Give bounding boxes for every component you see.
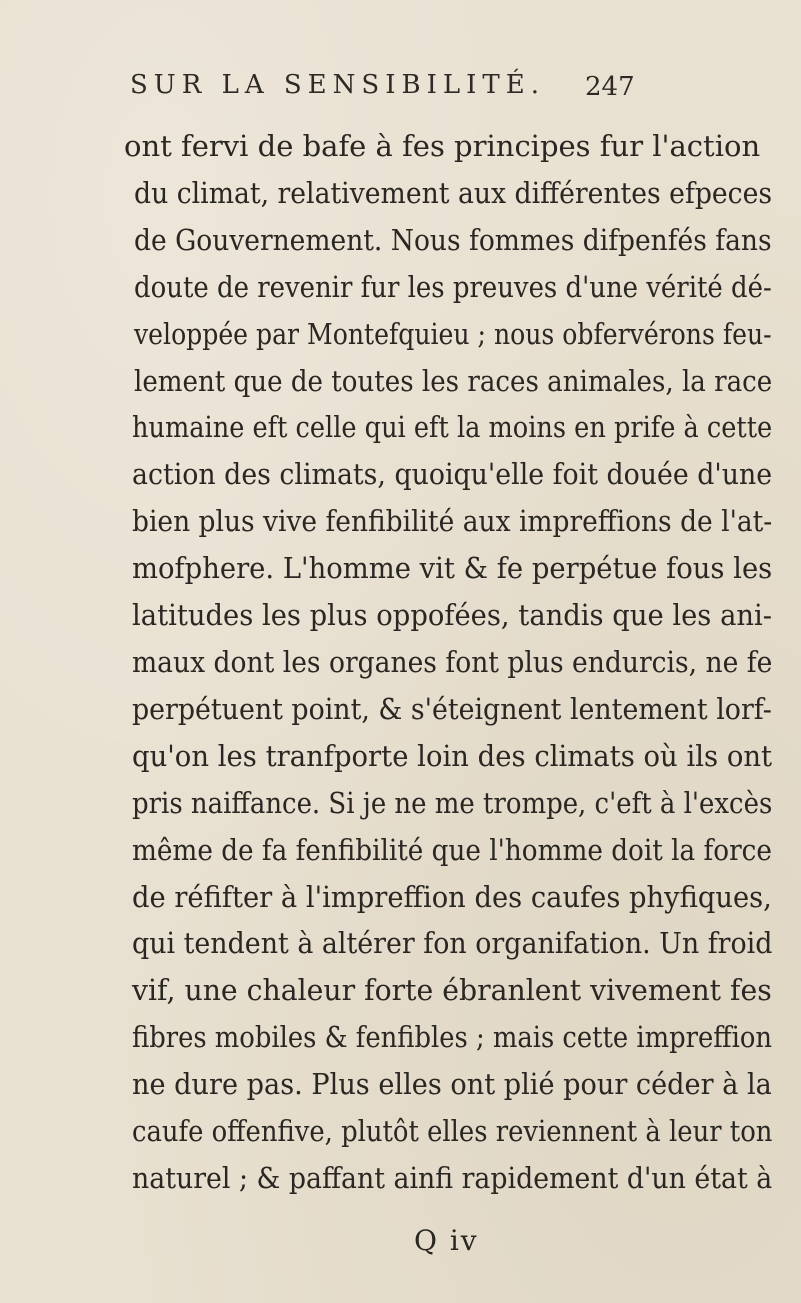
text-line: de réfifter à l'impreffion des caufes phyfiques, bbox=[132, 880, 772, 914]
page-number: 247 bbox=[585, 72, 635, 102]
text-line: même de fa fenfibilité que l'homme doit la force bbox=[132, 833, 772, 867]
text-line: caufe offenfive, plutôt elles reviennent à leur ton bbox=[132, 1114, 773, 1148]
text-line: perpétuent point, & s'éteignent lentement lorf- bbox=[132, 692, 772, 726]
text-line: lement que de toutes les races animales, la race bbox=[134, 364, 773, 398]
text-line: doute de revenir fur les preuves d'une vérité dé- bbox=[134, 270, 772, 304]
page-header bbox=[130, 70, 635, 110]
text-line: vif, une chaleur forte ébranlent vivement fes bbox=[132, 973, 772, 1007]
text-line: mofphere. L'homme vit & fe perpétue fous les bbox=[132, 551, 773, 585]
text-line: action des climats, quoiqu'elle foit douée d'une bbox=[132, 457, 773, 491]
text-line: ne dure pas. Plus elles ont plié pour céder à la bbox=[132, 1067, 772, 1101]
text-line: naturel ; & paffant ainfi rapidement d'un état à bbox=[132, 1161, 773, 1195]
text-line: humaine eft celle qui eft la moins en prife à cette bbox=[132, 410, 773, 444]
text-line: ont fervi de bafe à fes principes fur l'action bbox=[124, 129, 761, 163]
text-line: qu'on les tranfporte loin des climats où ils ont bbox=[132, 739, 773, 773]
text-line: maux dont les organes font plus endurcis, ne fe bbox=[132, 645, 773, 679]
running-title: SUR LA SENSIBILITÉ. bbox=[130, 70, 545, 100]
text-line: fibres mobiles & fenfibles ; mais cette impreffion bbox=[132, 1020, 773, 1054]
signature-mark: Q iv bbox=[414, 1224, 479, 1257]
text-line: pris naiffance. Si je ne me trompe, c'eft à l'excès bbox=[132, 786, 773, 820]
text-line: du climat, relativement aux différentes efpeces bbox=[134, 176, 773, 210]
text-line: bien plus vive fenfibilité aux impreffions de l'at- bbox=[132, 504, 773, 538]
text-line: latitudes les plus oppofées, tandis que les ani- bbox=[132, 598, 773, 632]
text-line: veloppée par Montefquieu ; nous obfervérons feu- bbox=[134, 317, 772, 351]
text-line: qui tendent à altérer fon organifation. Un froid bbox=[132, 926, 773, 960]
text-line: de Gouvernement. Nous fommes difpenfés fans bbox=[134, 223, 772, 257]
